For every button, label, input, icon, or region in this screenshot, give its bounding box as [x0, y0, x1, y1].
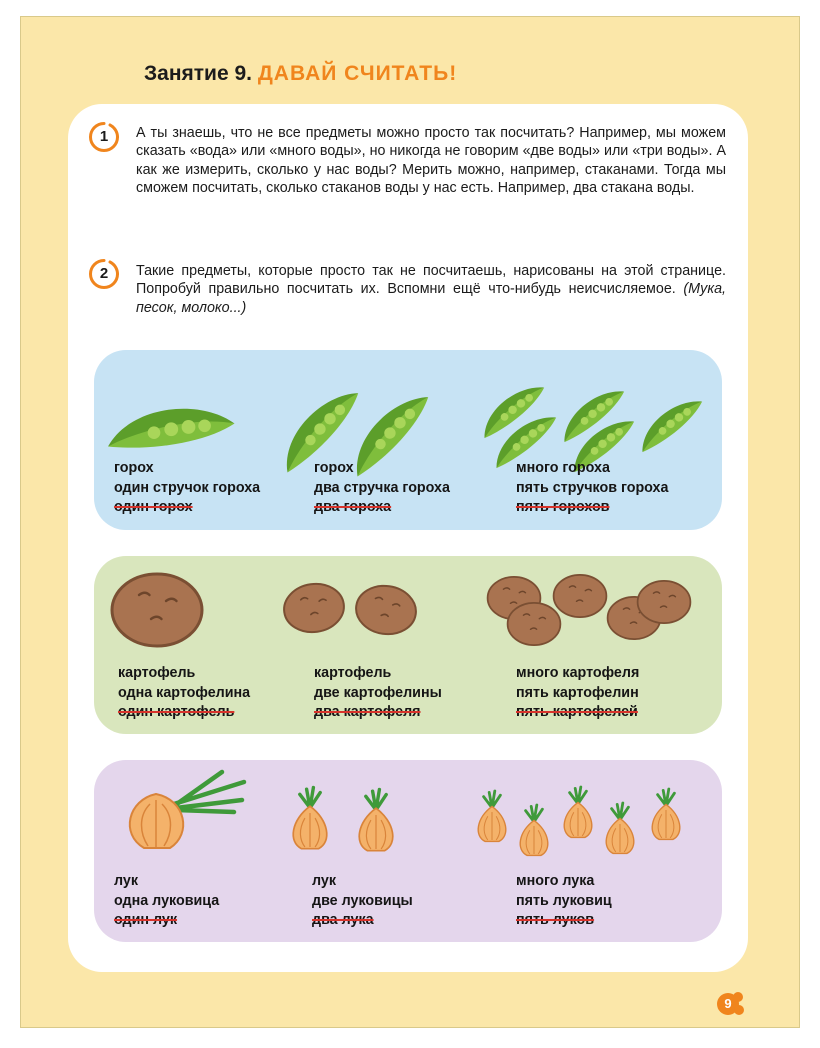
task-number-1-badge	[88, 121, 120, 153]
lesson-title	[144, 62, 457, 86]
label-line: две картофелины	[314, 684, 442, 701]
label-line: горох	[314, 460, 354, 476]
task-2-text	[136, 262, 726, 317]
wrong-form: один горох	[114, 499, 193, 515]
onions-col-2	[312, 872, 413, 931]
potatoes-col-2	[314, 664, 442, 723]
label-line: две луковицы	[312, 892, 413, 909]
label-line: лук	[114, 873, 139, 889]
pea-pod-icon	[108, 409, 235, 448]
panel-peas	[94, 350, 722, 530]
task-number-2: 2	[99, 265, 109, 282]
label-line: горох	[114, 460, 154, 476]
page-number-badge	[712, 988, 744, 1020]
task-1-text: А ты знаешь, что не все предметы можно просто так посчитать? Например, мы можем сказать «вода» или «много воды», но никогда не говорим «две воды» или «три воды». А как же измерить, сколько у нас воды? Мерить можно, например, стаканами. Тогда мы сможем посчитать, сколько стаканов воды у нас есть. Например, два стакана воды.	[136, 125, 726, 197]
potato-icon	[112, 574, 202, 646]
peas-col-1	[114, 459, 260, 518]
wrong-form: пять картофелей	[516, 704, 638, 720]
label-line: один стручок гороха	[114, 479, 261, 496]
five-potatoes-icon	[488, 575, 691, 645]
wrong-form: пять луков	[516, 912, 595, 928]
wrong-form: два картофеля	[314, 704, 421, 720]
onions-col-1	[114, 872, 219, 931]
label-line: лук	[312, 873, 337, 889]
label-line: картофель	[118, 665, 196, 681]
two-potatoes-icon	[281, 580, 419, 638]
label-line: два стручка гороха	[314, 479, 450, 496]
label-line: много лука	[516, 873, 595, 889]
wrong-form: один лук	[114, 912, 178, 928]
wrong-form: один картофель	[118, 704, 235, 720]
five-onions-icon	[478, 787, 680, 855]
task-2-example: (Мука, песок, молоко...)	[136, 281, 726, 316]
onions-col-3	[516, 872, 612, 931]
label-line: пять луковиц	[516, 892, 612, 909]
label-line: много картофеля	[516, 665, 640, 681]
wrong-form: два лука	[312, 912, 374, 928]
task-number-2-badge	[88, 258, 120, 290]
potatoes-col-1	[118, 664, 250, 723]
wrong-form: два гороха	[314, 499, 392, 515]
two-onions-icon	[293, 788, 393, 851]
peas-col-2	[314, 459, 450, 518]
potatoes-col-3	[516, 664, 639, 723]
label-line: одна луковица	[114, 892, 220, 909]
task-number-1: 1	[99, 128, 109, 145]
panel-onions	[94, 760, 722, 942]
panel-potatoes	[94, 556, 722, 734]
task-2-body: Такие предметы, которые просто так не посчитаешь, нарисованы на этой странице. Попробуй правильно посчитать их. Вспомни ещё что-нибудь неисчисляемое.	[136, 263, 726, 298]
label-line: одна картофелина	[118, 684, 251, 701]
label-line: много гороха	[516, 460, 610, 476]
peas-col-3	[516, 459, 668, 518]
label-line: пять стручков гороха	[516, 479, 669, 496]
page-number: 9	[724, 996, 732, 1011]
label-line: картофель	[314, 665, 392, 681]
lesson-heading: ДАВАЙ СЧИТАТЬ!	[257, 62, 458, 85]
label-line: пять картофелин	[516, 684, 639, 701]
lesson-label: Занятие 9.	[144, 62, 252, 85]
onion-icon	[130, 772, 244, 848]
wrong-form: пять горохов	[516, 499, 610, 515]
